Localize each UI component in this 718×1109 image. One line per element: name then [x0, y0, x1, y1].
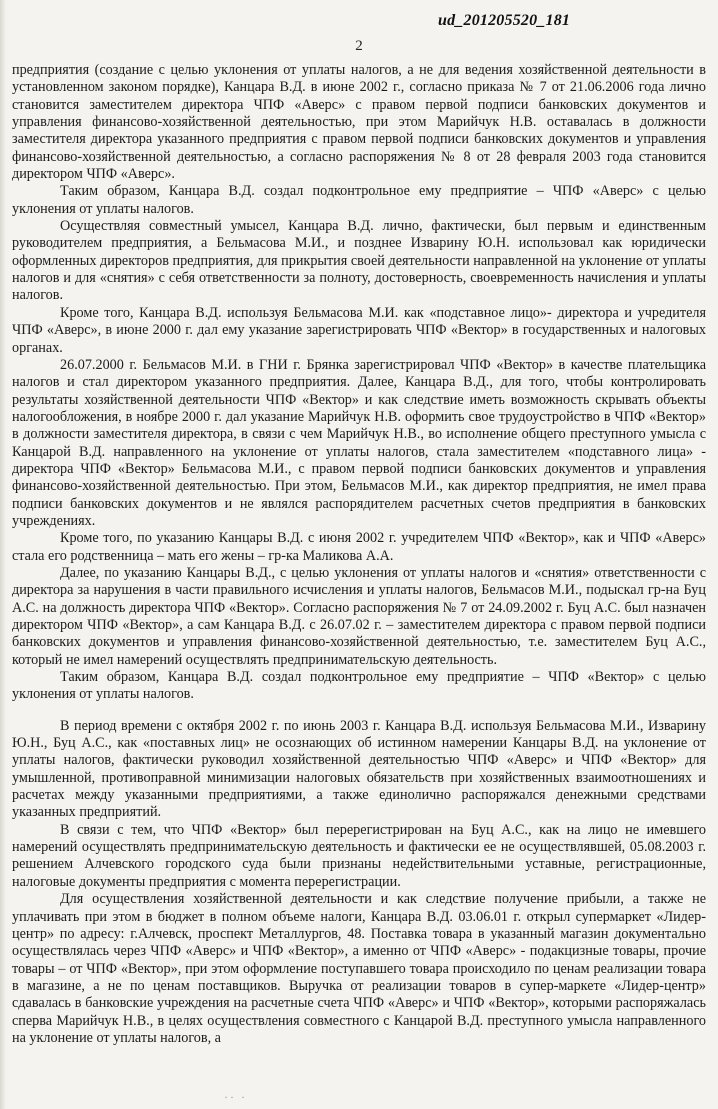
paragraph: Кроме того, Канцара В.Д. используя Бельмасова М.И. как «подставное лицо»- директора и учредителя ЧПФ «Аверс», в июне 2000 г. дал ему указание зарегистрировать ЧПФ «Вектор» в государственных и налоговых органах.	[12, 304, 706, 356]
paragraph: Далее, по указанию Канцары В.Д., с целью уклонения от уплаты налогов и «снятия» ответственности с директора за нарушения в части правильного исчисления и уплаты налогов, Бельмасов М.И., подыскал гр-на Буц А.С. на должность директора ЧПФ «Вектор». Согласно распоряжения № 7 от 24.09.2002 г. Буц А.С. был назначен директором ЧПФ «Вектор», а сам Канцара В.Д. с 26.07.02 г. – заместителем директора с правом первой подписи банковских документов и управления финансово-хозяйственной деятельностью, т.е. заместителем Буц А.С., который не имел намерений осуществлять предпринимательскую деятельность.	[12, 564, 706, 668]
paragraph: 26.07.2000 г. Бельмасов М.И. в ГНИ г. Брянка зарегистрировал ЧПФ «Вектор» в качестве плательщика налогов и стал директором указанного предприятия. Далее, Канцара В.Д., для того, чтобы контролировать результаты хозяйственной деятельности ЧПФ «Вектор» и как следствие иметь возможность скрывать объекты налогообложения, в ноябре 2000 г. дал указание Марийчук Н.В. оформить свое трудоустройство в ЧПФ «Вектор» в должности заместителя директора, в связи с чем Марийчук Н.В., во исполнение общего преступного умысла с Канцарой В.Д. направленного на уклонение от уплаты налогов, стала заместителем «подставного лица» - директора ЧПФ «Вектор» Бельмасова М.И., с правом первой подписи банковских документов и управления финансово-хозяйственной деятельностью. При этом, Бельмасов М.И., как директор предприятия, не имел права подписи банковских документов и не являлся распорядителем расчетных счетов предприятия в банковских учреждениях.	[12, 356, 706, 529]
paragraph: В связи с тем, что ЧПФ «Вектор» был перерегистрирован на Буц А.С., как на лицо не имевшего намерений осуществлять предпринимательскую деятельность и фактически ее не осуществлявшей, 05.08.2003 г. решением Алчевского городского суда были признаны недействительными уставные, регистрационные, налоговые документы предприятия с момента перерегистрации.	[12, 821, 706, 890]
paragraph: Кроме того, по указанию Канцары В.Д. с июня 2002 г. учредителем ЧПФ «Вектор», как и ЧПФ «Аверс» стала его родственница – мать его жены – гр-ка Маликова А.А.	[12, 530, 706, 564]
paragraph: Осуществляя совместный умысел, Канцара В.Д. лично, фактически, был первым и единственным руководителем предприятия, а Бельмасова М.И., и позднее Изварину Ю.Н. использовал как юридически оформленных директоров предприятия, для прикрытия своей деятельности направленной на уклонение от уплаты налогов и для «снятия» с себя ответственности за полноту, достоверность, своевременность начисления и уплаты налогов.	[12, 218, 706, 304]
paragraph: Таким образом, Канцара В.Д. создал подконтрольное ему предприятие – ЧПФ «Вектор» с целью уклонения от уплаты налогов.	[12, 669, 706, 703]
scan-shadow	[0, 0, 6, 1109]
paragraph-gap	[12, 704, 706, 718]
paragraph: Для осуществления хозяйственной деятельности и как следствие получение прибыли, а также не уплачивать при этом в бюджет в полном объеме налоги, Канцара В.Д. 03.06.01 г. открыл супермаркет «Лидер-центр» по адресу: г.Алчевск, проспект Металлургов, 48. Поставка товара в указанный магазин документально осуществлялась через ЧПФ «Аверс» и ЧПФ «Вектор», а именно от ЧПФ «Аверс» - подакцизные товары, прочие товары – от ЧПФ «Вектор», при этом оформление поступавшего товара происходило по ценам реализации товара в магазине, а не по ценам поставщиков. Выручка от реализации товаров в супер-маркете «Лидер-центр» сдавалась в банковские учреждения на расчетные счета ЧПФ «Аверс» и ЧПФ «Вектор», которыми распоряжалась сперва Марийчук Н.В., в целях осуществления совместного с Канцарой В.Д. преступного умысла направленного на уклонение от уплаты налогов, а	[12, 891, 706, 1046]
paragraph: предприятия (создание с целью уклонения от уплаты налогов, а не для ведения хозяйственной деятельности в установленном законом порядке), Канцара В.Д. в июне 2002 г., согласно приказа № 7 от 21.06.2006 года лично становится заместителем директора ЧПФ «Аверс» с правом первой подписи банковских документов и управления финансово-хозяйственной деятельностью, при этом Марийчук Н.В. оставалась в должности заместителя директора указанного предприятия с правом первой подписи банковских документов и управления финансово-хозяйственной деятельностью, а согласно распоряжения № 8 от 28 февраля 2003 года становится директором ЧПФ «Аверс».	[12, 62, 706, 183]
paragraph: Таким образом, Канцара В.Д. создал подконтрольное ему предприятие – ЧПФ «Аверс» с целью уклонения от уплаты налогов.	[12, 183, 706, 217]
scan-artifact: ·· ·	[224, 1090, 247, 1104]
document-body	[12, 62, 706, 1047]
page-number: 2	[355, 38, 363, 54]
paragraph: В период времени с октября 2002 г. по июнь 2003 г. Канцара В.Д. используя Бельмасова М.И., Изварину Ю.Н., Буц А.С., как «поставных лиц» не осознающих об истинном намерении Канцары В.Д. на уклонение от уплаты налогов, фактически руководил хозяйственной деятельностью ЧПФ «Аверс» и ЧПФ «Вектор» для умышленной, противоправной минимизации налоговых обязательств при хозяйственных взаимоотношениях и расчетах между указанными предприятиями, а также единолично распоряжался денежными средствами указанных предприятий.	[12, 717, 706, 821]
document-id: ud_201205520_181	[438, 12, 571, 29]
